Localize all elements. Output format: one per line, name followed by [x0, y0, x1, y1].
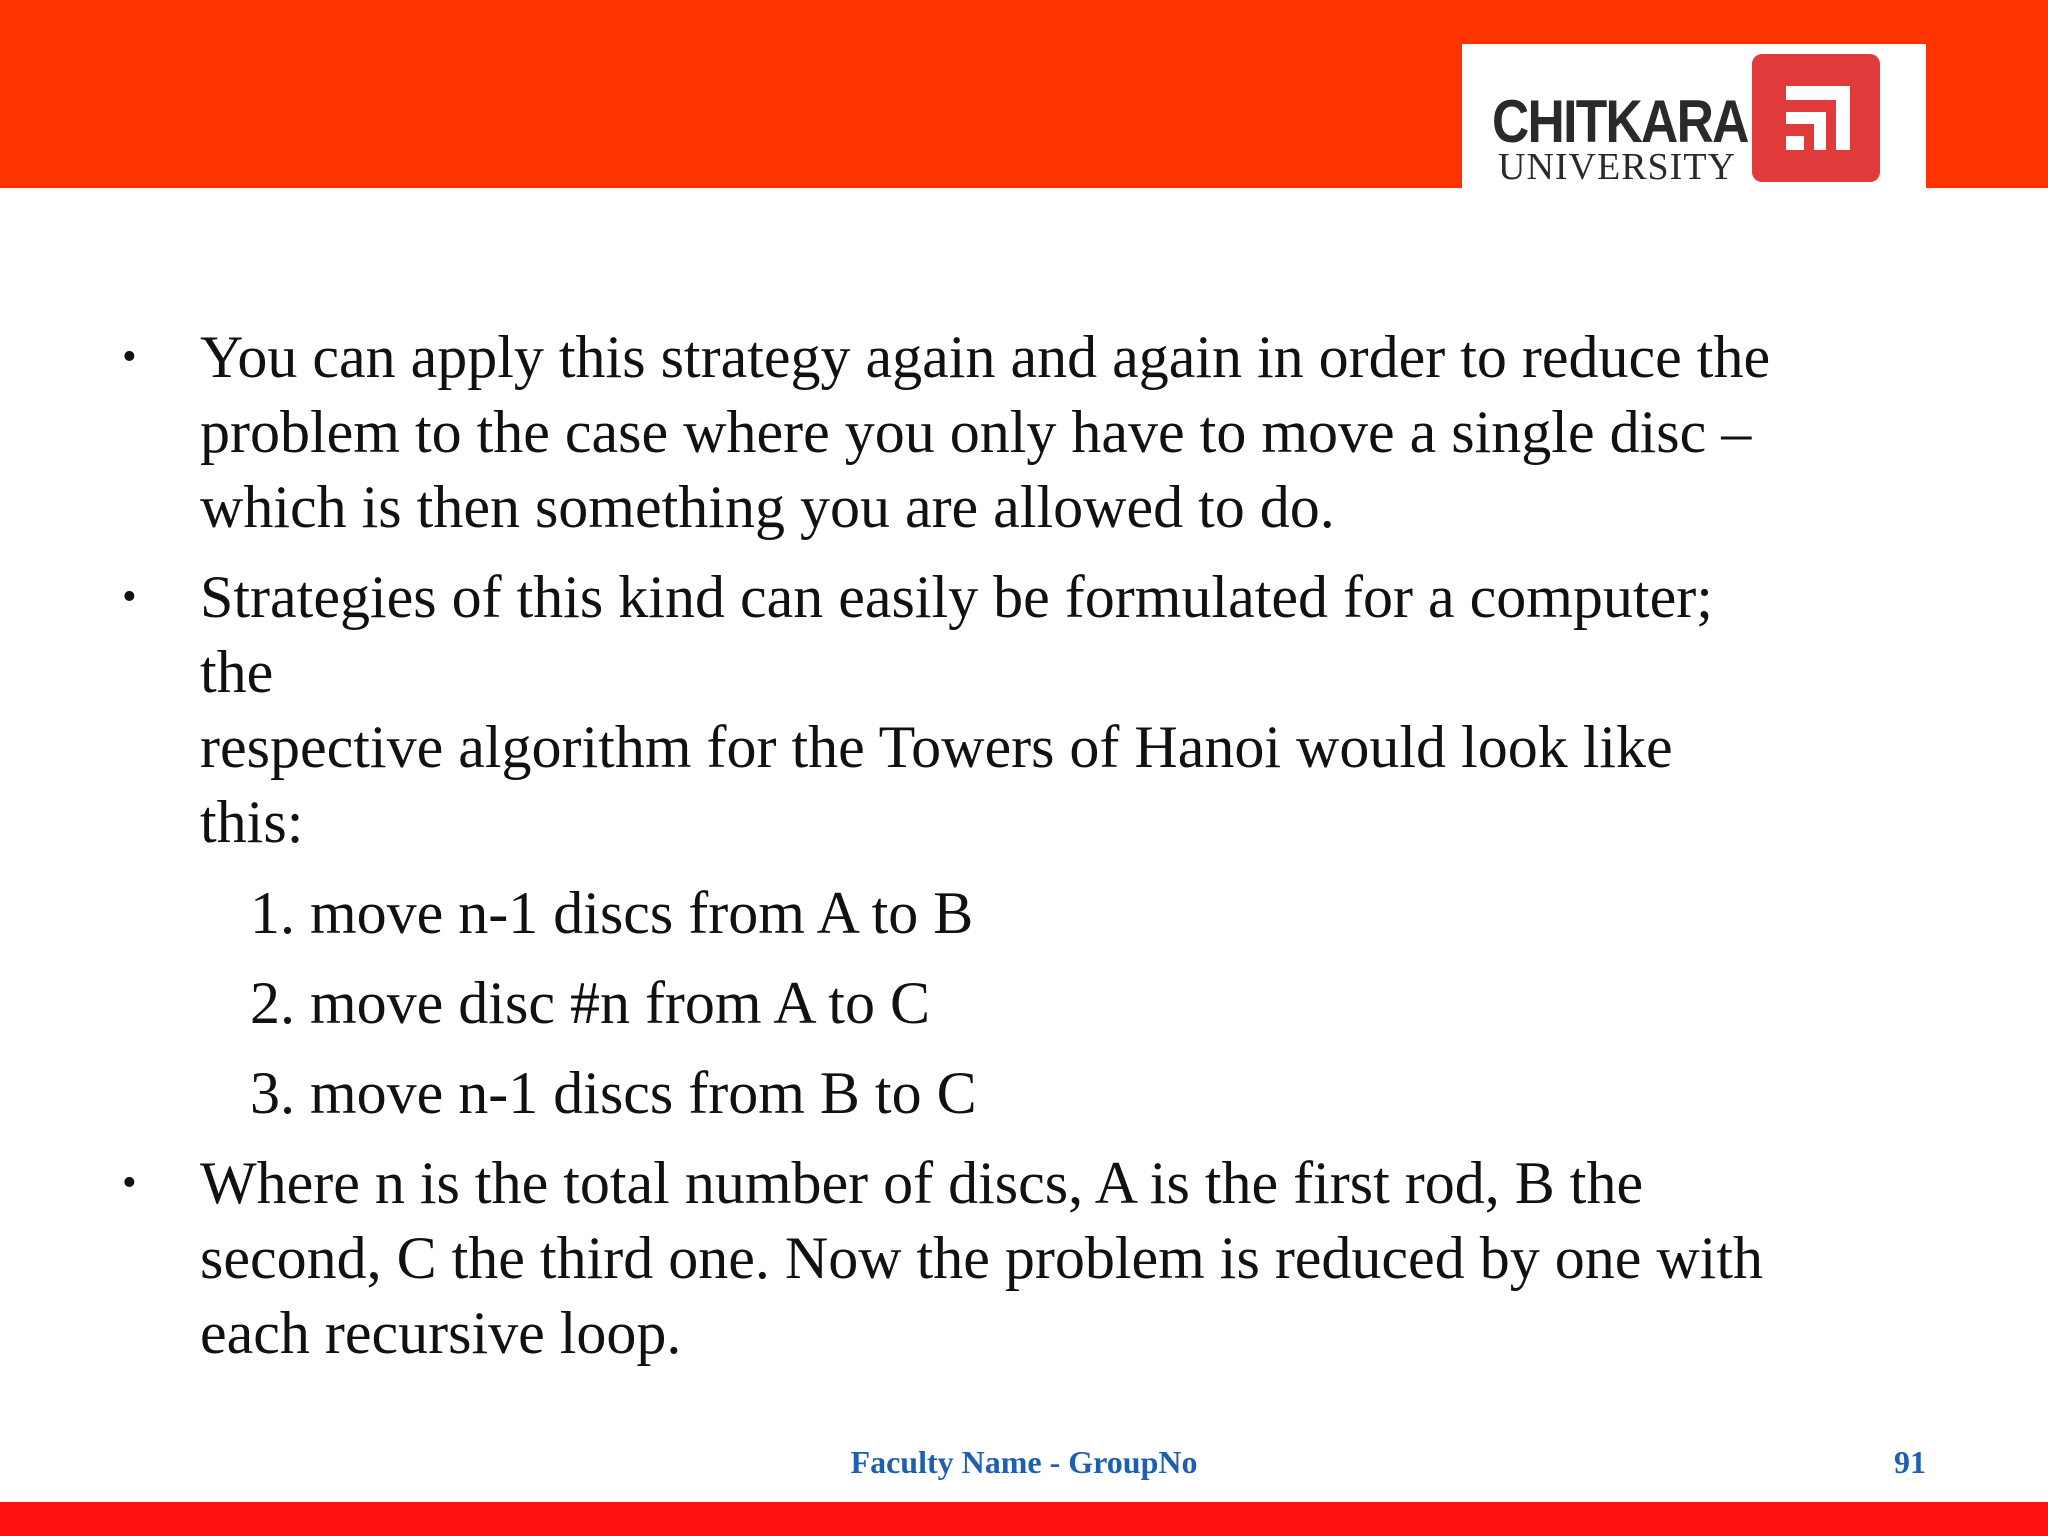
bullet-text: You can apply this strategy again and again in order to reduce the problem to the case where you only have to move a single disc – which is then something you are allowed to do.: [200, 324, 1771, 540]
algorithm-step: 3. move n-1 discs from B to C: [250, 1060, 977, 1126]
algorithm-step: 1. move n-1 discs from A to B: [250, 880, 974, 946]
logo-wordmark: CHITKARA: [1492, 88, 1748, 155]
bullet-text: Strategies of this kind can easily be formulated for a computer; the respective algorithm for the Towers of Hanoi would look like this:: [200, 564, 1713, 855]
page-number: 91: [1894, 1444, 1926, 1480]
logo-subtitle: UNIVERSITY: [1498, 146, 1736, 188]
bullet-text: Where n is the total number of discs, A is the first rod, B the second, C the third one. Now the problem is reduced by one with each recursive loop.: [200, 1150, 1763, 1366]
chitkara-logo-icon: [1752, 54, 1880, 182]
footer-band: [0, 1502, 2048, 1536]
footer-label: Faculty Name - GroupNo: [850, 1444, 1198, 1480]
university-logo: [1462, 44, 1926, 188]
algorithm-step: 2. move disc #n from A to C: [250, 970, 930, 1036]
bullet-marker: •: [122, 574, 137, 620]
bullet-marker: •: [122, 334, 137, 380]
bullet-marker: •: [122, 1160, 137, 1206]
